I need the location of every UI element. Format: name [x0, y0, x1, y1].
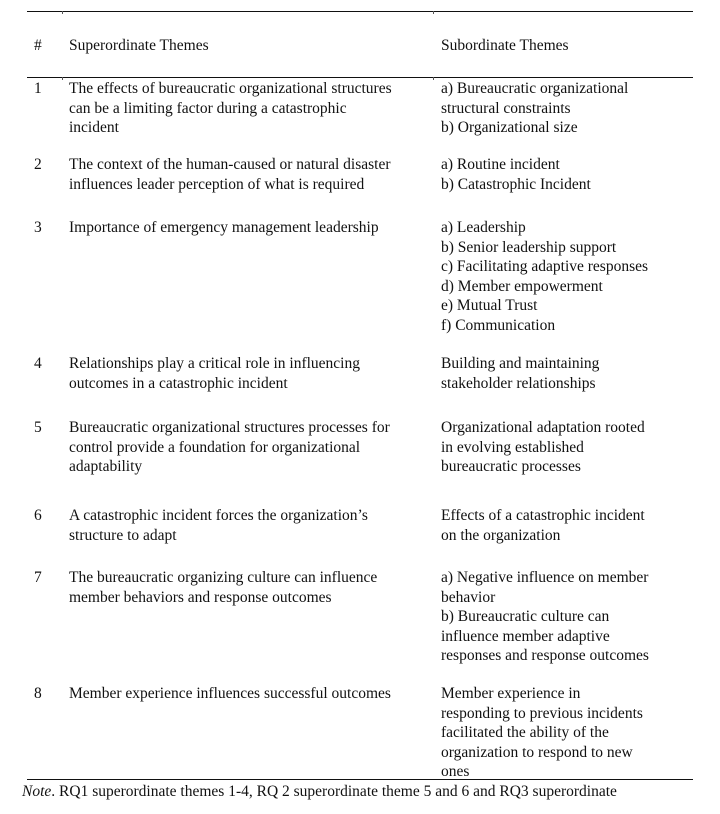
subordinate-themes-line: c) Facilitating adaptive responses [441, 258, 649, 275]
subordinate-themes-line: e) Mutual Trust [441, 297, 538, 314]
subordinate-themes [441, 506, 696, 545]
subordinate-themes [441, 354, 696, 393]
table-top-rule [27, 11, 693, 12]
header-subordinate-themes: Subordinate Themes [441, 37, 569, 54]
superordinate-theme-line: influences leader perception of what is required [69, 175, 365, 193]
subordinate-themes-line: bureaucratic processes [441, 458, 581, 475]
subordinate-themes-line: a) Bureaucratic organizational [441, 80, 629, 97]
row-number: 8 [34, 685, 42, 702]
header-superordinate-themes: Superordinate Themes [69, 37, 209, 54]
superordinate-theme-line: control provide a foundation for organizational [69, 438, 361, 456]
subordinate-themes-line: a) Routine incident [441, 156, 560, 173]
superordinate-theme-line: member behaviors and response outcomes [69, 588, 332, 606]
superordinate-theme [69, 79, 429, 138]
column-divider-tick [433, 11, 434, 14]
subordinate-themes-line: on the organization [441, 526, 561, 544]
subordinate-themes [441, 218, 696, 335]
column-divider-tick [433, 77, 434, 80]
superordinate-theme [69, 155, 429, 194]
subordinate-themes-line: structural constraints [441, 99, 571, 117]
subordinate-themes-line: Building and maintaining [441, 355, 600, 372]
subordinate-themes-line: f) Communication [441, 316, 556, 334]
superordinate-theme-line: Importance of emergency management leadership [69, 219, 379, 236]
subordinate-themes-line: b) Organizational size [441, 119, 578, 136]
table-bottom-rule [27, 779, 693, 780]
subordinate-themes-line: a) Leadership [441, 219, 526, 236]
subordinate-themes-line: b) Senior leadership support [441, 238, 617, 256]
subordinate-themes-line: ones [441, 763, 470, 780]
subordinate-themes-line: organization to respond to new [441, 743, 633, 761]
subordinate-themes [441, 684, 696, 782]
superordinate-theme-line: Member experience influences successful outcomes [69, 685, 391, 702]
superordinate-theme [69, 568, 429, 607]
row-number: 6 [34, 507, 42, 524]
superordinate-theme-line: can be a limiting factor during a catastrophic [69, 99, 347, 117]
subordinate-themes-line: Organizational adaptation rooted [441, 419, 645, 436]
subordinate-themes-line: b) Bureaucratic culture can [441, 608, 610, 625]
superordinate-theme [69, 684, 429, 704]
row-number: 1 [34, 80, 42, 97]
superordinate-theme [69, 418, 429, 477]
superordinate-theme-line: adaptability [69, 458, 143, 475]
superordinate-theme-line: A catastrophic incident forces the organization’s [69, 507, 368, 524]
subordinate-themes [441, 79, 696, 138]
superordinate-theme-line: Relationships play a critical role in influencing [69, 355, 360, 372]
superordinate-theme-line: The effects of bureaucratic organizational structures [69, 80, 392, 97]
superordinate-theme [69, 218, 429, 238]
superordinate-theme-line: incident [69, 119, 119, 136]
superordinate-theme-line: The bureaucratic organizing culture can influence [69, 569, 378, 586]
subordinate-themes-line: in evolving established [441, 438, 584, 456]
subordinate-themes-line: d) Member empowerment [441, 277, 603, 295]
subordinate-themes-line: stakeholder relationships [441, 374, 596, 392]
table-note [22, 782, 617, 802]
subordinate-themes-line: responding to previous incidents [441, 704, 643, 722]
superordinate-theme-line: structure to adapt [69, 526, 177, 544]
subordinate-themes-line: facilitated the ability of the [441, 724, 609, 741]
header-number: # [34, 37, 42, 54]
superordinate-theme [69, 354, 429, 393]
superordinate-theme [69, 506, 429, 545]
subordinate-themes-line: behavior [441, 588, 496, 606]
row-number: 5 [34, 419, 42, 436]
row-number: 7 [34, 569, 42, 586]
subordinate-themes [441, 155, 696, 194]
row-number: 3 [34, 219, 42, 236]
row-number: 4 [34, 355, 42, 372]
superordinate-theme-line: Bureaucratic organizational structures processes for [69, 419, 390, 436]
column-divider-tick [62, 11, 63, 14]
row-number: 2 [34, 156, 42, 173]
note-text: . RQ1 superordinate themes 1-4, RQ 2 superordinate theme 5 and 6 and RQ3 superordinate [51, 783, 617, 800]
table-header-rule [27, 77, 693, 78]
note-label: Note [22, 783, 52, 800]
subordinate-themes-line: b) Catastrophic Incident [441, 175, 591, 193]
subordinate-themes [441, 418, 696, 477]
superordinate-theme-line: outcomes in a catastrophic incident [69, 374, 288, 392]
subordinate-themes-line: influence member adaptive [441, 627, 610, 645]
subordinate-themes [441, 568, 696, 666]
subordinate-themes-line: Effects of a catastrophic incident [441, 507, 645, 524]
superordinate-theme-line: The context of the human-caused or natural disaster [69, 156, 391, 173]
subordinate-themes-line: a) Negative influence on member [441, 569, 649, 586]
column-divider-tick [62, 77, 63, 80]
subordinate-themes-line: responses and response outcomes [441, 647, 649, 664]
subordinate-themes-line: Member experience in [441, 685, 581, 702]
